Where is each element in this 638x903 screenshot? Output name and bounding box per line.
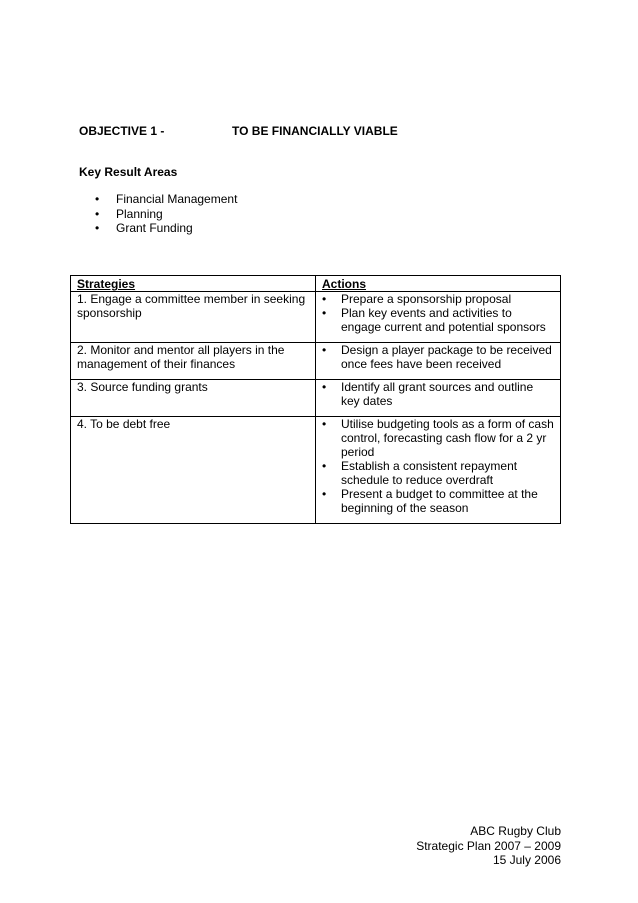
bullet-icon: • [95,221,100,235]
list-item: • Plan key events and activities to engage current and potential sponsors [322,306,546,334]
table-row [71,417,561,524]
bullet-icon: • [322,459,327,473]
strategy-cell: 2. Monitor and mentor all players in the management of their finances [71,343,316,380]
bullet-icon: • [95,192,100,206]
list-item: • Utilise budgeting tools as a form of cash control, forecasting cash flow for a 2 yr period [322,417,554,459]
list-item: • Identify all grant sources and outline key dates [322,380,534,408]
table-header-row [71,276,561,292]
objective-label: OBJECTIVE 1 - [79,124,165,138]
actions-list [322,380,554,408]
actions-cell [316,343,561,380]
strategy-cell: 3. Source funding grants [71,380,316,417]
key-result-areas-title: Key Result Areas [79,165,178,179]
list-item: • Grant Funding [95,221,193,235]
actions-cell [316,292,561,343]
objective-heading [79,124,398,138]
list-item: • Design a player package to be received once fees have been received [322,343,552,371]
actions-list [322,417,554,515]
strategy-cell: 4. To be debt free [71,417,316,524]
bullet-icon: • [95,206,100,221]
strategies-table [70,275,561,524]
list-item: • Establish a consistent repayment schedule to reduce overdraft [322,459,518,487]
actions-cell [316,380,561,417]
bullet-icon: • [322,343,327,357]
list-item: • Prepare a sponsorship proposal [322,292,512,306]
objective-title: TO BE FINANCIALLY VIABLE [232,124,398,138]
list-item: • Financial Management [95,192,238,206]
actions-list [322,343,554,371]
actions-list [322,292,554,334]
table-row [71,292,561,343]
table-row [71,343,561,380]
footer-plan: Strategic Plan 2007 – 2009 [416,838,561,853]
table-row [71,380,561,417]
footer-date: 15 July 2006 [492,853,561,867]
document-footer [416,824,561,868]
bullet-icon: • [322,417,327,431]
strategies-header: Strategies [71,276,316,292]
actions-header: Actions [316,276,561,292]
bullet-icon: • [322,306,327,320]
bullet-icon: • [322,292,327,306]
bullet-icon: • [322,380,327,394]
key-result-areas-list [95,192,237,236]
list-item: • Planning [95,206,163,221]
bullet-icon: • [322,487,327,501]
footer-org: ABC Rugby Club [470,824,561,838]
list-item: • Present a budget to committee at the beginning of the season [322,487,538,515]
actions-cell [316,417,561,524]
strategy-cell: 1. Engage a committee member in seeking sponsorship [71,292,316,343]
